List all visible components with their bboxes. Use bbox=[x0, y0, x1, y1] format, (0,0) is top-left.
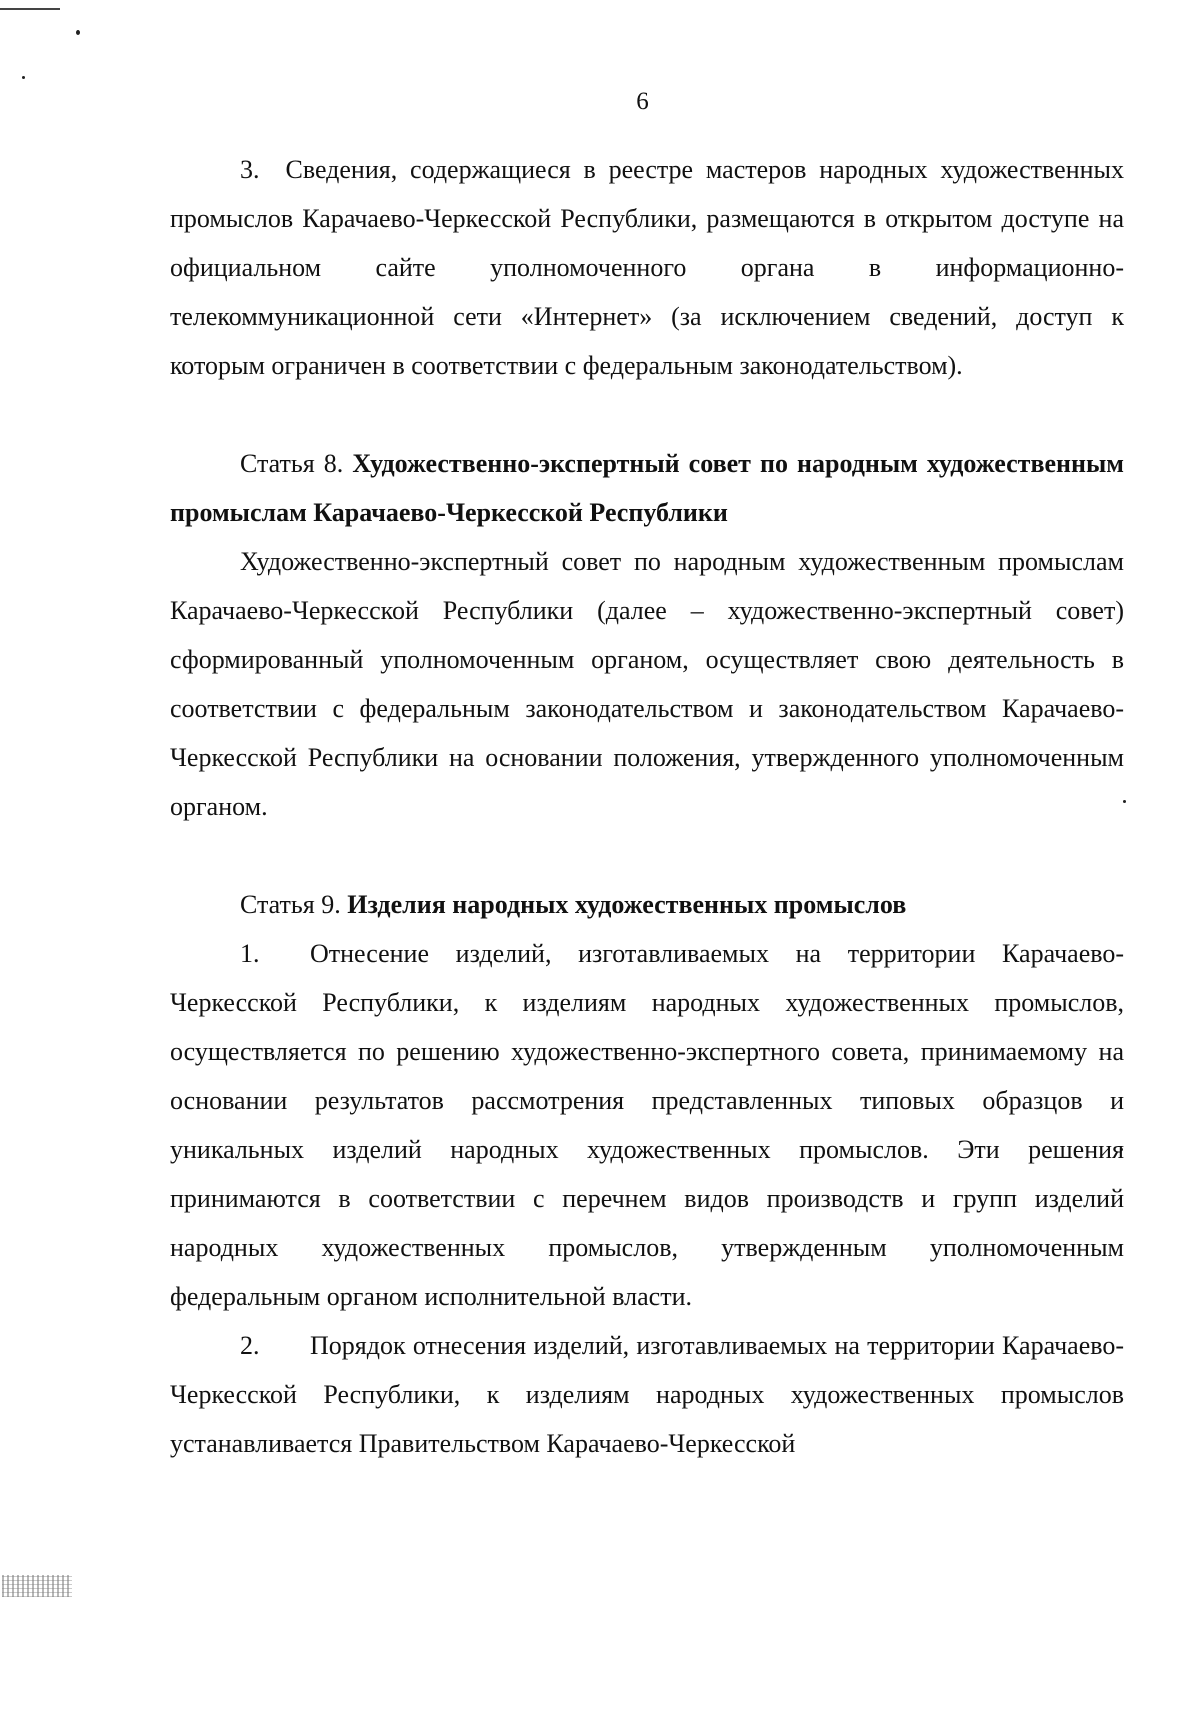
scan-noise bbox=[2, 1575, 72, 1597]
document-body bbox=[170, 145, 1124, 1468]
article-8-title: Художественно-экспертный совет по народным художественным промыслам Карачаево-Черкесской Республики bbox=[170, 449, 1124, 527]
item-text: Порядок отнесения изделий, изготавливаемых на территории Карачаево-Черкесской Республики, к изделиям народных художественных промыслов устанавливается Правительством Карачаево-Черкесской bbox=[170, 1331, 1124, 1458]
item-number: 2. bbox=[240, 1331, 260, 1360]
spacer bbox=[170, 390, 1124, 439]
scan-speck bbox=[76, 30, 80, 35]
article-9-heading bbox=[170, 880, 1124, 929]
scan-speck bbox=[22, 76, 25, 79]
item-number: 1. bbox=[240, 939, 260, 968]
item-text: Отнесение изделий, изготавливаемых на территории Карачаево-Черкесской Республики, к изделиям народных художественных промыслов, осуществляется по решению художественно-экспертного совета, принимаемому на основании результатов рассмотрения представленных типовых образцов и уникальных изделий народных художественных промыслов. Эти решения принимаются в соответствии с перечнем видов производств и групп изделий народных художественных промыслов, утвержденным уполномоченным федеральным органом исполнительной власти. bbox=[170, 939, 1124, 1311]
article-9-item-2 bbox=[170, 1321, 1124, 1468]
article-8-prefix: Статья 8. bbox=[240, 449, 344, 478]
section-3-paragraph: 3. Сведения, содержащиеся в реестре мастеров народных художественных промыслов Карачаево-Черкесской Республики, размещаются в открытом доступе на официальном сайте уполномоченного органа в информационно-телекоммуникационной сети «Интернет» (за исключением сведений, доступ к которым ограничен в соответствии с федеральным законодательством). bbox=[170, 155, 1124, 380]
spacer bbox=[170, 831, 1124, 880]
page-number: 6 bbox=[636, 88, 649, 115]
article-9-item-1 bbox=[170, 929, 1124, 1321]
article-9-title: Изделия народных художественных промыслов bbox=[347, 890, 907, 919]
article-9-prefix: Статья 9. bbox=[240, 890, 341, 919]
article-8-heading bbox=[170, 439, 1124, 537]
article-8-body: Художественно-экспертный совет по народным художественным промыслам Карачаево-Черкесской Республики (далее – художественно-экспертный совет) сформированный уполномоченным органом, осуществляет свою деятельность в соответствии с федеральным законодательством и законодательством Карачаево-Черкесской Республики на основании положения, утвержденного уполномоченным органом. bbox=[170, 547, 1124, 821]
scan-edge-mark bbox=[0, 8, 60, 10]
